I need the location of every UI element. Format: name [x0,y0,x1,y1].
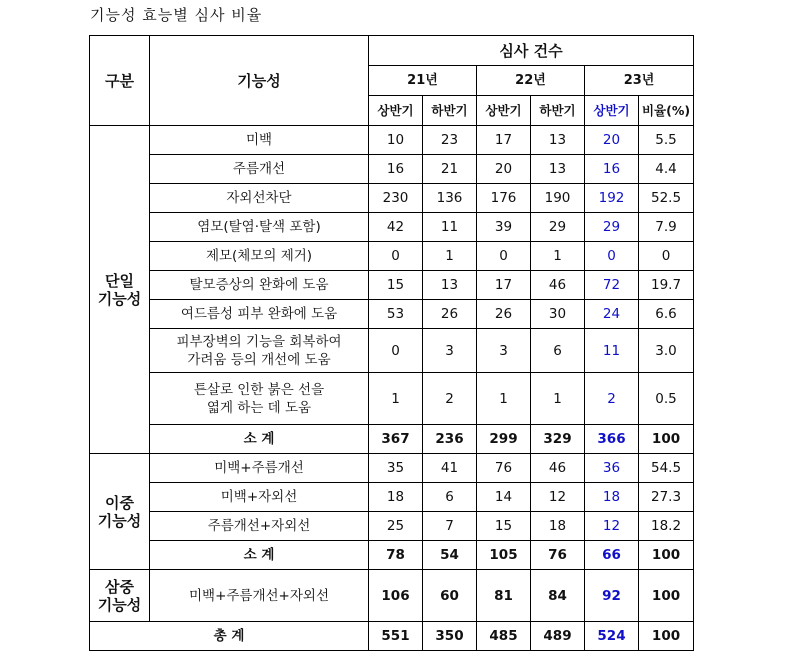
function-name: 여드름성 피부 완화에 도움 [150,300,369,329]
cell-highlight: 2 [585,373,639,425]
cell: 54 [423,541,477,570]
table-row [90,242,694,271]
function-name: 미백 [150,126,369,155]
cell: 26 [477,300,531,329]
cell: 84 [531,570,585,622]
cell: 329 [531,425,585,454]
cell-highlight: 12 [585,512,639,541]
cell: 10 [369,126,423,155]
cell-highlight: 11 [585,329,639,373]
cell: 6 [423,483,477,512]
cell: 1 [369,373,423,425]
group-label-double: 이중 기능성 [90,454,150,570]
total-row [90,622,694,651]
function-name: 피부장벽의 기능을 회복하여 가려움 등의 개선에 도움 [150,329,369,373]
cell-highlight: 16 [585,155,639,184]
cell-highlight: 18 [585,483,639,512]
table-row [90,454,694,483]
cell: 0 [369,242,423,271]
cell: 136 [423,184,477,213]
cell: 35 [369,454,423,483]
cell: 236 [423,425,477,454]
cell-ratio: 3.0 [639,329,694,373]
table-row [90,271,694,300]
category-header: 구분 [90,36,150,126]
year-header: 21년 [369,66,477,96]
cell-ratio: 52.5 [639,184,694,213]
cell: 46 [531,454,585,483]
cell-highlight: 0 [585,242,639,271]
cell: 489 [531,622,585,651]
cell: 17 [477,126,531,155]
cell: 299 [477,425,531,454]
cell: 76 [477,454,531,483]
cell: 25 [369,512,423,541]
cell: 2 [423,373,477,425]
cell: 350 [423,622,477,651]
cell: 3 [423,329,477,373]
cell: 551 [369,622,423,651]
table-row [90,155,694,184]
cell: 20 [477,155,531,184]
cell: 26 [423,300,477,329]
cell: 18 [369,483,423,512]
cell: 16 [369,155,423,184]
function-name: 튼살로 인한 붉은 선을 엷게 하는 데 도움 [150,373,369,425]
function-name: 미백+주름개선+자외선 [150,570,369,622]
table-row [90,126,694,155]
cell-highlight: 29 [585,213,639,242]
cell: 46 [531,271,585,300]
cell-ratio: 0 [639,242,694,271]
cell-highlight: 20 [585,126,639,155]
group-label-triple: 삼중 기능성 [90,570,150,622]
cell: 7 [423,512,477,541]
year-header: 23년 [585,66,694,96]
cell: 15 [477,512,531,541]
cell: 60 [423,570,477,622]
ratio-header: 비율(%) [639,96,694,126]
cell: 485 [477,622,531,651]
table-row [90,373,694,425]
cell: 15 [369,271,423,300]
table-row [90,300,694,329]
cell-highlight: 72 [585,271,639,300]
review-ratio-table [89,35,694,651]
cell-ratio: 0.5 [639,373,694,425]
cell: 1 [477,373,531,425]
header-row-1 [90,36,694,66]
function-name: 염모(탈염·탈색 포함) [150,213,369,242]
cell: 42 [369,213,423,242]
cell-ratio: 18.2 [639,512,694,541]
subtotal-row [90,425,694,454]
cell: 53 [369,300,423,329]
cell: 190 [531,184,585,213]
cell-highlight: 36 [585,454,639,483]
half-header: 상반기 [369,96,423,126]
total-label: 총 계 [90,622,369,651]
half-header-highlight: 상반기 [585,96,639,126]
table-row [90,483,694,512]
table-row [90,512,694,541]
page-title: 기능성 효능별 심사 비율 [90,6,263,24]
cell: 1 [531,242,585,271]
function-name: 미백+주름개선 [150,454,369,483]
cell: 78 [369,541,423,570]
cell: 13 [531,126,585,155]
cell: 17 [477,271,531,300]
cell: 21 [423,155,477,184]
cell: 367 [369,425,423,454]
cell: 18 [531,512,585,541]
cell-ratio: 7.9 [639,213,694,242]
table-row [90,570,694,622]
table-row [90,329,694,373]
cell: 81 [477,570,531,622]
table-row [90,184,694,213]
cell: 41 [423,454,477,483]
cell-highlight: 66 [585,541,639,570]
half-header: 상반기 [477,96,531,126]
cell-ratio: 100 [639,570,694,622]
cell: 230 [369,184,423,213]
cell: 0 [369,329,423,373]
function-name: 주름개선 [150,155,369,184]
cell-ratio: 100 [639,622,694,651]
function-name: 미백+자외선 [150,483,369,512]
year-header: 22년 [477,66,585,96]
cell: 14 [477,483,531,512]
cell: 12 [531,483,585,512]
cell-ratio: 100 [639,425,694,454]
cell: 1 [423,242,477,271]
cell-ratio: 5.5 [639,126,694,155]
cell-ratio: 27.3 [639,483,694,512]
group-label-single: 단일 기능성 [90,126,150,454]
function-header: 기능성 [150,36,369,126]
cell: 23 [423,126,477,155]
half-header: 하반기 [423,96,477,126]
cell: 105 [477,541,531,570]
subtotal-row [90,541,694,570]
cell-ratio: 54.5 [639,454,694,483]
cell: 106 [369,570,423,622]
cell-ratio: 6.6 [639,300,694,329]
cell-highlight: 192 [585,184,639,213]
cell-highlight: 524 [585,622,639,651]
cell-highlight: 92 [585,570,639,622]
cell-ratio: 19.7 [639,271,694,300]
cell: 11 [423,213,477,242]
cell: 0 [477,242,531,271]
cell-ratio: 4.4 [639,155,694,184]
subtotal-label: 소 계 [150,425,369,454]
cell-highlight: 24 [585,300,639,329]
cell: 1 [531,373,585,425]
cell: 39 [477,213,531,242]
cell: 6 [531,329,585,373]
cell: 29 [531,213,585,242]
cell-ratio: 100 [639,541,694,570]
cell-highlight: 366 [585,425,639,454]
half-header: 하반기 [531,96,585,126]
cell: 3 [477,329,531,373]
function-name: 탈모증상의 완화에 도움 [150,271,369,300]
cell: 30 [531,300,585,329]
subtotal-label: 소 계 [150,541,369,570]
function-name: 주름개선+자외선 [150,512,369,541]
table-row [90,213,694,242]
function-name: 자외선차단 [150,184,369,213]
cell: 76 [531,541,585,570]
cell: 13 [531,155,585,184]
cell: 13 [423,271,477,300]
review-count-header: 심사 건수 [369,36,694,66]
function-name: 제모(체모의 제거) [150,242,369,271]
cell: 176 [477,184,531,213]
